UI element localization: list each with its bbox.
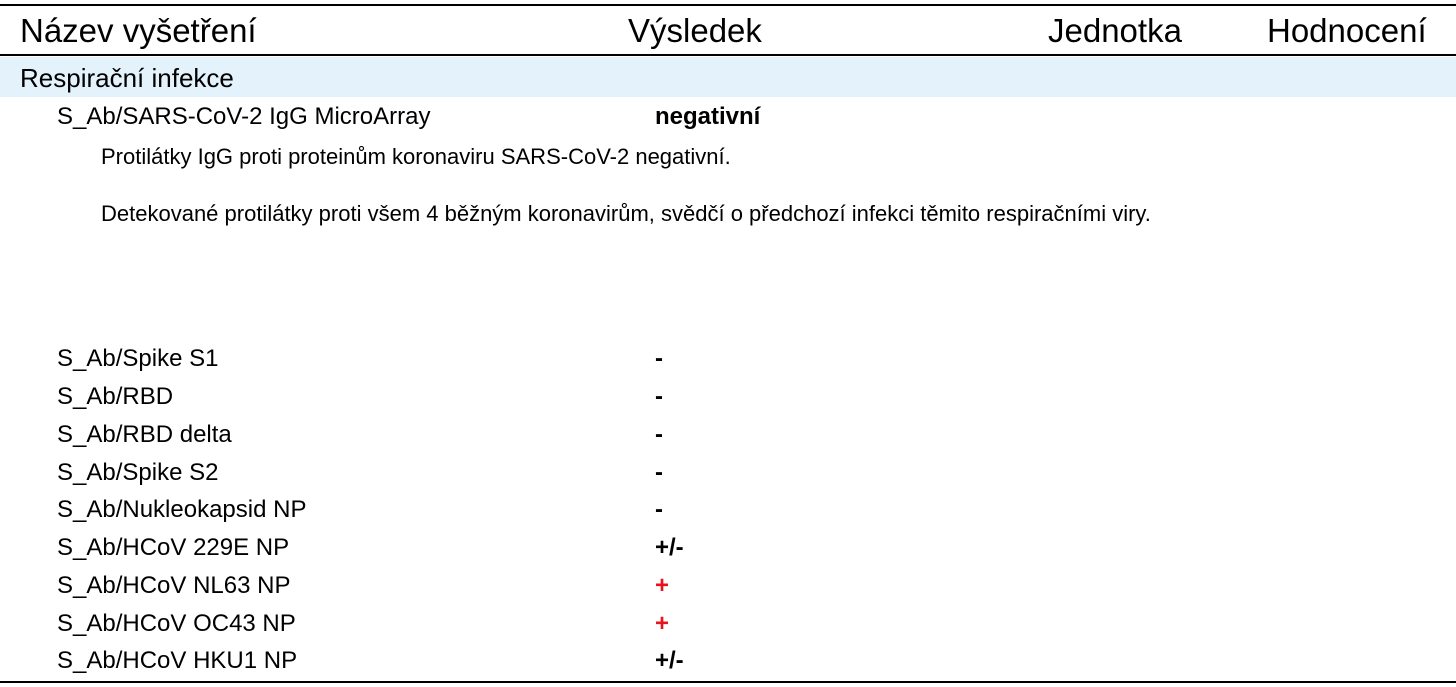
test-result: - xyxy=(655,345,663,372)
test-result: + xyxy=(655,610,670,637)
header-rule xyxy=(0,54,1456,56)
table-row xyxy=(0,496,1456,532)
table-row xyxy=(0,572,1456,608)
test-result: - xyxy=(655,459,663,486)
test-result: - xyxy=(655,383,663,410)
main-test-row xyxy=(0,103,1456,139)
test-name: S_Ab/RBD xyxy=(57,383,174,410)
table-row xyxy=(0,610,1456,646)
test-result: +/- xyxy=(655,647,684,674)
table-row xyxy=(0,421,1456,457)
table-header xyxy=(0,6,1456,54)
result-note: Detekované protilátky proti všem 4 běžným koronavirům, svědčí o předchozí infekci těmito respiračními viry. xyxy=(101,201,1151,226)
header-evaluation: Hodnocení xyxy=(1267,12,1427,49)
test-name: S_Ab/Spike S2 xyxy=(57,459,219,486)
table-row xyxy=(0,459,1456,495)
test-name: S_Ab/HCoV HKU1 NP xyxy=(57,647,298,674)
section-title: Respirační infekce xyxy=(20,63,234,93)
test-name: S_Ab/Spike S1 xyxy=(57,345,219,372)
main-test-result: negativní xyxy=(655,103,761,130)
result-note: Protilátky IgG proti proteinům koronaviru SARS-CoV-2 negativní. xyxy=(101,144,731,169)
table-row xyxy=(0,345,1456,381)
test-name: S_Ab/HCoV NL63 NP xyxy=(57,572,291,599)
test-result: +/- xyxy=(655,534,684,561)
header-test-name: Název vyšetření xyxy=(20,12,257,49)
bottom-rule xyxy=(0,681,1456,683)
section-respiratory-infections xyxy=(0,57,1456,97)
table-row xyxy=(0,534,1456,570)
test-name: S_Ab/HCoV OC43 NP xyxy=(57,610,296,637)
test-name: S_Ab/HCoV 229E NP xyxy=(57,534,290,561)
test-name: S_Ab/RBD delta xyxy=(57,421,232,448)
main-test-name: S_Ab/SARS-CoV-2 IgG MicroArray xyxy=(57,103,431,130)
test-result: - xyxy=(655,496,663,523)
test-result: + xyxy=(655,572,670,599)
table-row xyxy=(0,383,1456,419)
test-name: S_Ab/Nukleokapsid NP xyxy=(57,496,307,523)
header-unit: Jednotka xyxy=(1048,12,1182,49)
table-row xyxy=(0,647,1456,683)
header-result: Výsledek xyxy=(628,12,762,49)
test-result: - xyxy=(655,421,663,448)
